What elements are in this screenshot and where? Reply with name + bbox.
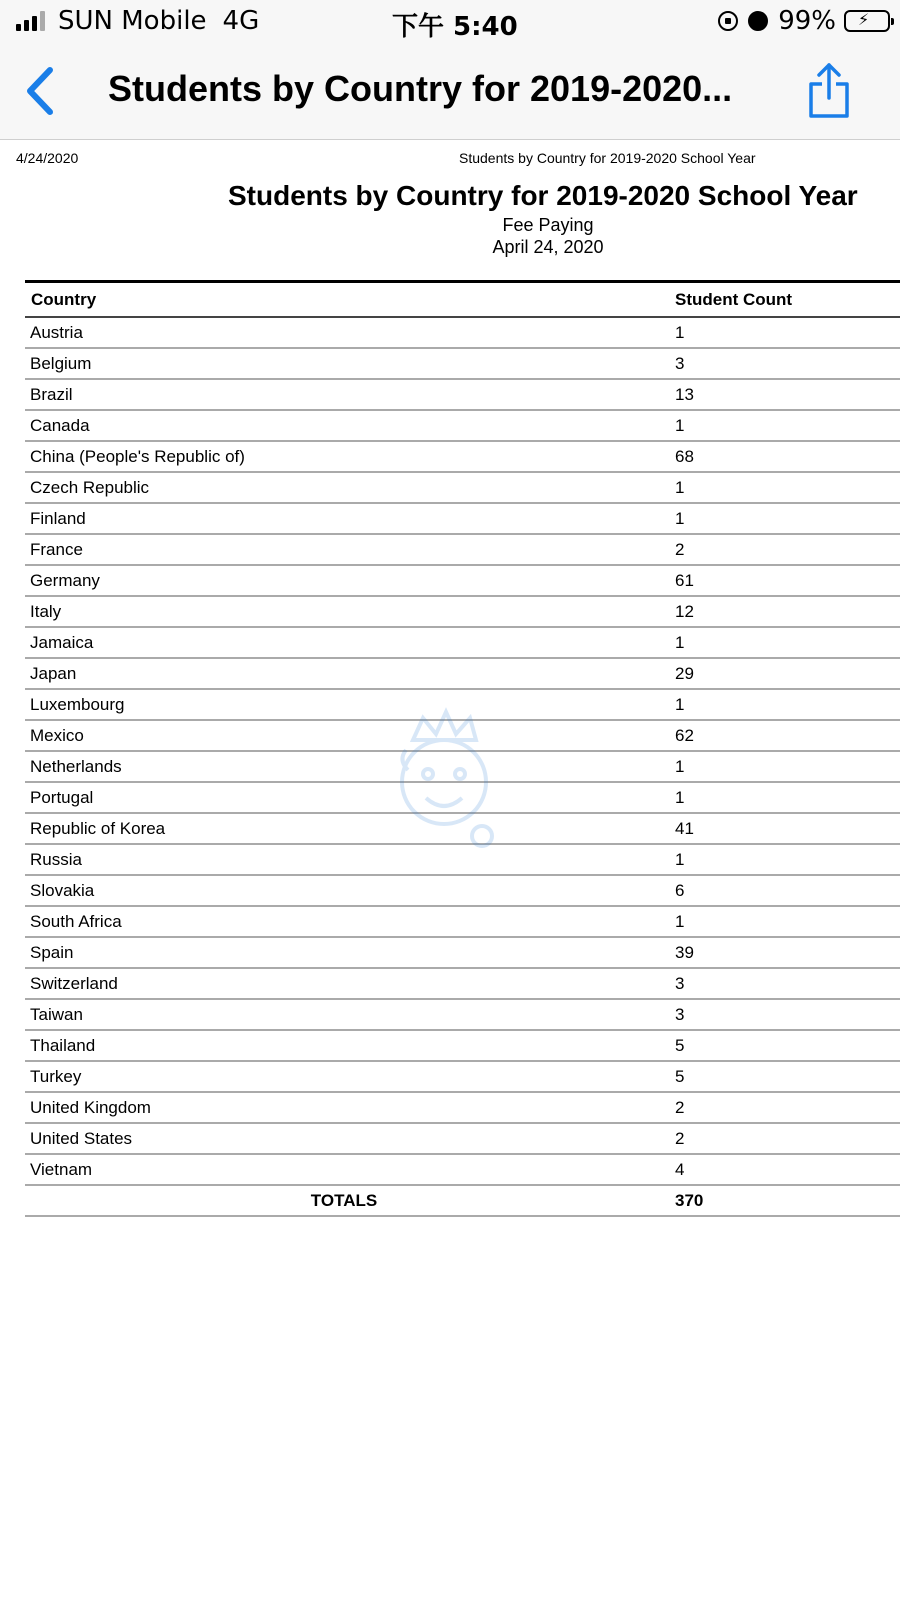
cell-student-count: 3: [675, 353, 685, 373]
table-row: [25, 535, 900, 566]
status-time: 下午 5:40: [392, 12, 518, 42]
totals-value: 370: [675, 1190, 704, 1210]
charging-bolt-icon: ⚡: [858, 10, 870, 29]
cell-student-count: 1: [675, 477, 685, 497]
cell-student-count: 1: [675, 756, 685, 776]
cell-country: United Kingdom: [30, 1097, 151, 1117]
table-row: [25, 566, 900, 597]
battery-icon: [844, 10, 890, 32]
cell-country: Japan: [30, 663, 77, 683]
table-row: [25, 1000, 900, 1031]
cell-student-count: 1: [675, 322, 685, 342]
cell-country: Switzerland: [30, 973, 118, 993]
carrier-name: SUN Mobile: [58, 6, 207, 36]
cell-country: Germany: [30, 570, 100, 590]
cell-country: Spain: [30, 942, 74, 962]
battery-percent: 99%: [778, 6, 836, 36]
table-row: [25, 907, 900, 938]
cell-student-count: 2: [675, 1097, 685, 1117]
cell-country: Luxembourg: [30, 694, 125, 714]
table-row: [25, 1093, 900, 1124]
table-row: [25, 349, 900, 380]
cell-student-count: 3: [675, 973, 685, 993]
status-bar-left: [16, 6, 259, 36]
cell-country: Russia: [30, 849, 82, 869]
cell-country: Austria: [30, 322, 83, 342]
cell-country: Republic of Korea: [30, 818, 166, 838]
chevron-left-icon: [22, 64, 62, 118]
cell-country: Thailand: [30, 1035, 96, 1055]
table-row: [25, 1031, 900, 1062]
cell-country: Taiwan: [30, 1004, 83, 1024]
cell-country: United States: [30, 1128, 133, 1148]
cell-country: Vietnam: [30, 1159, 93, 1179]
cell-student-count: 2: [675, 539, 685, 559]
document-subtitle: Fee Paying: [502, 215, 594, 235]
table-row: [25, 380, 900, 411]
document-header-title: Students by Country for 2019-2020 School Year: [459, 150, 756, 166]
cell-student-count: 12: [675, 601, 694, 621]
totals-row: [25, 1186, 900, 1217]
table-row: [25, 411, 900, 442]
cell-country: Portugal: [30, 787, 94, 807]
cell-country: Italy: [30, 601, 62, 621]
table-row: [25, 876, 900, 907]
cell-student-count: 3: [675, 1004, 685, 1024]
document-title: Students by Country for 2019-2020 School Year: [228, 180, 858, 211]
table-row: [25, 318, 900, 349]
table-row: [25, 504, 900, 535]
rotation-lock-icon: [718, 11, 738, 31]
cell-country: Jamaica: [30, 632, 94, 652]
share-button[interactable]: [806, 62, 852, 120]
alarm-icon: [748, 11, 768, 31]
network-type: 4G: [222, 6, 260, 36]
column-header-country: Country: [31, 289, 97, 309]
navigation-bar: [0, 44, 900, 140]
cell-country: Canada: [30, 415, 90, 435]
document-report-date: April 24, 2020: [492, 237, 604, 257]
cell-country: Turkey: [30, 1066, 82, 1086]
cell-student-count: 41: [675, 818, 694, 838]
share-icon: [806, 62, 852, 120]
cell-student-count: 4: [675, 1159, 685, 1179]
cell-student-count: 61: [675, 570, 694, 590]
cell-student-count: 1: [675, 787, 685, 807]
table-row: [25, 473, 900, 504]
cell-country: Mexico: [30, 725, 84, 745]
cell-country: Slovakia: [30, 880, 95, 900]
signal-icon: [16, 11, 48, 31]
cell-student-count: 1: [675, 849, 685, 869]
table-row: [25, 442, 900, 473]
status-bar-right: [718, 6, 890, 36]
cell-country: Netherlands: [30, 756, 122, 776]
cell-country: Belgium: [30, 353, 92, 373]
cell-student-count: 1: [675, 632, 685, 652]
cell-student-count: 2: [675, 1128, 685, 1148]
table-row: [25, 1062, 900, 1093]
baby-mascot-watermark-icon: [378, 700, 508, 880]
cell-student-count: 5: [675, 1035, 685, 1055]
cell-student-count: 6: [675, 880, 685, 900]
table-row: [25, 628, 900, 659]
cell-country: South Africa: [30, 911, 122, 931]
cell-country: Czech Republic: [30, 477, 150, 497]
cell-student-count: 39: [675, 942, 694, 962]
totals-label: TOTALS: [310, 1190, 378, 1210]
cell-student-count: 1: [675, 508, 685, 528]
table-row: [25, 969, 900, 1000]
table-row: [25, 1124, 900, 1155]
cell-student-count: 5: [675, 1066, 685, 1086]
column-header-student-count: Student Count: [675, 289, 793, 309]
cell-student-count: 29: [675, 663, 694, 683]
table-header: [25, 280, 900, 318]
cell-student-count: 1: [675, 694, 685, 714]
nav-title: Students by Country for 2019-2020...: [108, 68, 733, 109]
cell-student-count: 62: [675, 725, 694, 745]
cell-country: France: [30, 539, 83, 559]
table-row: [25, 597, 900, 628]
cell-country: Finland: [30, 508, 86, 528]
status-bar: [0, 0, 900, 44]
back-button[interactable]: [22, 64, 62, 118]
cell-student-count: 13: [675, 384, 694, 404]
table-row: [25, 1155, 900, 1186]
document-date: 4/24/2020: [16, 150, 79, 166]
cell-country: China (People's Republic of): [30, 446, 245, 466]
table-row: [25, 659, 900, 690]
cell-student-count: 68: [675, 446, 694, 466]
table-row: [25, 938, 900, 969]
cell-student-count: 1: [675, 911, 685, 931]
cell-student-count: 1: [675, 415, 685, 435]
cell-country: Brazil: [30, 384, 73, 404]
